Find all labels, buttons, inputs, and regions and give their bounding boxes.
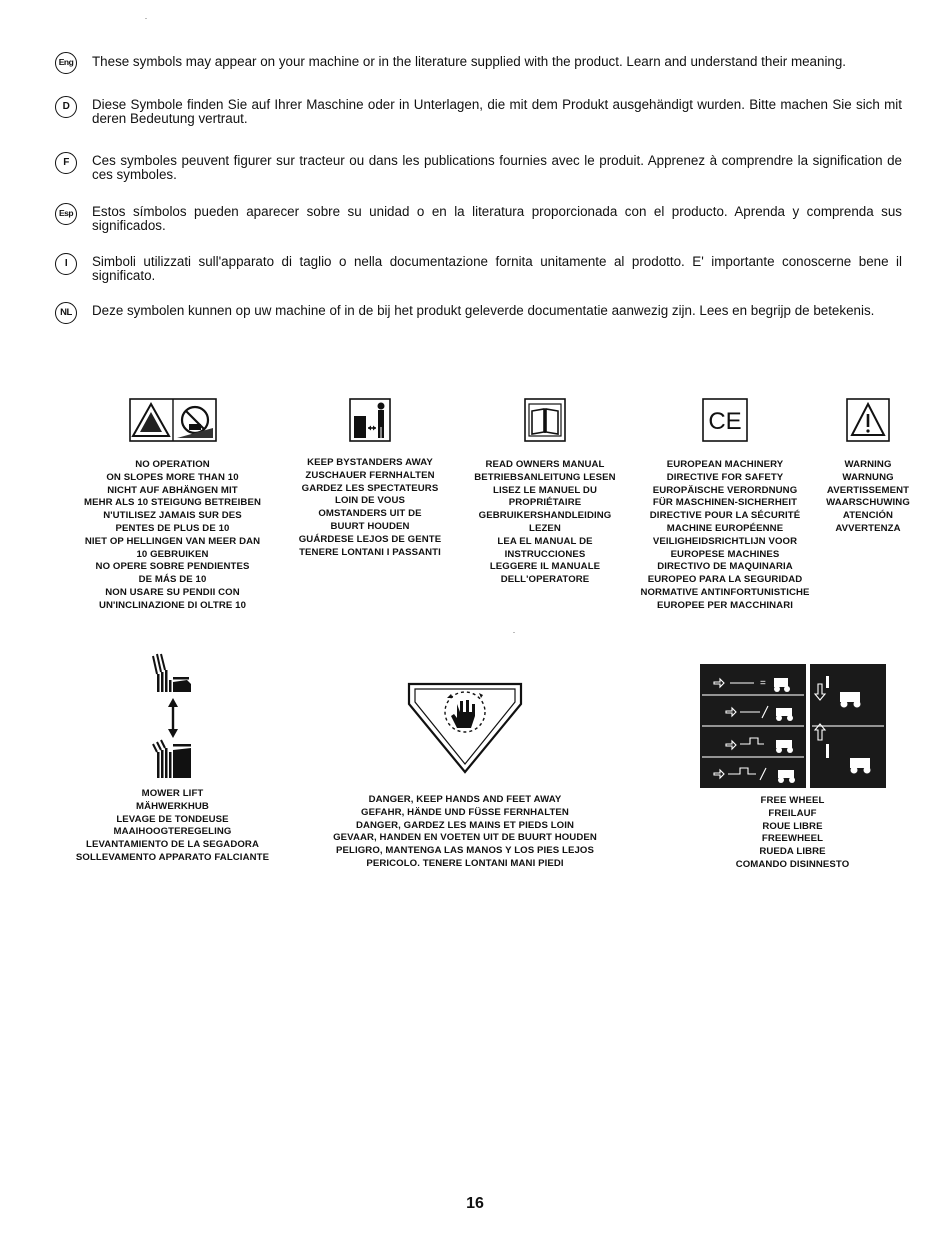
symbol-caption: WARNING WARNUNG AVERTISSEMENT WAARSCHUWING ATENCIÓN AVVERTENZA — [826, 459, 910, 534]
page-number: 16 — [466, 1195, 484, 1212]
scan-speck — [513, 632, 515, 633]
intro-es — [55, 203, 905, 235]
symbol-danger-hands — [300, 682, 630, 871]
book-icon — [455, 398, 635, 442]
intro-eng — [55, 52, 905, 78]
intro-fr — [55, 152, 905, 184]
symbol-caption: NO OPERATION ON SLOPES MORE THAN 10 NICHT AUF ABHÄNGEN MIT MEHR ALS 10 STEIGUNG BETREIBEN N'UTILISEZ JAMAIS SUR DES PENTES DE PLUS DE 10 NIET OP HELLINGEN VAN MEER DAN 10 GEBRUIKEN NO OPERE SOBRE PENDIENTES DE MÁS DE 10 NON USARE SU PENDII CON UN'INCLINAZIONE DI OLTRE 10 — [84, 459, 261, 611]
intro-text: Estos símbolos pueden aparecer sobre su unidad o en la literatura proporcionada con el producto. Aprenda y comprenda sus significados. — [92, 204, 902, 233]
language-code-badge: Eng — [55, 52, 77, 74]
symbol-free-wheel — [690, 664, 895, 872]
hand-danger-icon — [300, 682, 630, 774]
symbol-keep-bystanders — [280, 398, 460, 559]
language-code-badge: I — [55, 253, 77, 275]
intro-text: Simboli utilizzati sull'apparato di taglio o nella documentazione fornita unitamente al prodotto. E' importante conoscerne bene il significato. — [92, 254, 902, 283]
symbol-caption: READ OWNERS MANUAL BETRIEBSANLEITUNG LESEN LISEZ LE MANUEL DU PROPRIÉTAIRE GEBRUIKERSHANDLEIDING LEZEN LEA EL MANUAL DE INSTRUCCIONES LEGGERE IL MANUALE DELL'OPERATORE — [474, 459, 616, 586]
language-code-badge: NL — [55, 302, 77, 324]
intro-it — [55, 253, 905, 285]
svg-text:=: = — [759, 678, 766, 689]
symbol-mower-lift — [55, 652, 290, 865]
intro-text: Ces symboles peuvent figurer sur tracteur ou dans les publications fournies avec le produit. Apprenez à comprendre la signification de ces symboles. — [92, 153, 902, 182]
bystander-icon — [280, 398, 460, 442]
scan-speck — [145, 18, 147, 19]
symbol-caption: MOWER LIFT MÄHWERKHUB LEVAGE DE TONDEUSE MAAIHOOGTEREGELING LEVANTAMIENTO DE LA SEGADORA SOLLEVAMENTO APPARATO FALCIANTE — [75, 788, 270, 863]
symbol-caption: DANGER, KEEP HANDS AND FEET AWAY GEFAHR, HÄNDE UND FÜSSE FERNHALTEN DANGER, GARDEZ LES MAINS ET PIEDS LOIN GEVAAR, HANDEN EN VOETEN UIT DE BUURT HOUDEN PELIGRO, MANTENGA LAS MANOS Y LOS PIES LEJOS PERICOLO. TENERE LONTANI MANI PIEDI — [333, 794, 597, 869]
intro-text: Diese Symbole finden Sie auf Ihrer Maschine oder in Unterlagen, die mit dem Produkt ausgehändigt wurden. Bitte machen Sie sich mit deren Bedeutung vertraut. — [92, 97, 902, 126]
symbol-read-manual — [455, 398, 635, 587]
svg-text:CE: CE — [708, 408, 742, 435]
free-wheel-panel-icon — [690, 664, 895, 788]
mower-lift-icon — [55, 652, 290, 782]
symbol-warning — [808, 398, 928, 536]
ce-mark-icon — [620, 398, 830, 442]
intro-nl — [55, 302, 905, 334]
language-code-badge: F — [55, 152, 77, 174]
symbol-caption: FREE WHEEL FREILAUF ROUE LIBRE FREEWHEEL RUEDA LIBRE COMANDO DISINNESTO — [735, 795, 850, 870]
language-code-badge: D — [55, 96, 77, 118]
symbol-caption: EUROPEAN MACHINERY DIRECTIVE FOR SAFETY EUROPÄISCHE VERORDNUNG FÜR MASCHINEN-SICHERHEIT DIRECTIVE POUR LA SÉCURITÉ MACHINE EUROPÉENNE VEILIGHEIDSRICHTLIJN VOOR EUROPESE MACHINES DIRECTIVO DE MAQUINARIA EUROPEO PARA LA SEGURIDAD NORMATIVE ANTINFORTUNISTICHE EUROPEE PER MACCHINARI — [640, 459, 810, 611]
intro-text: These symbols may appear on your machine or in the literature supplied with the product. Learn and understand their meaning. — [92, 54, 847, 69]
intro-text: Deze symbolen kunnen op uw machine of in de bij het produkt geleverde documentatie aanwezig zijn. Lees en begrijp de betekenis. — [92, 303, 875, 318]
warning-triangle-icon — [808, 398, 928, 442]
symbol-no-operation — [60, 398, 285, 613]
intro-de — [55, 96, 905, 128]
tip-over-icon — [60, 398, 285, 442]
symbol-caption: KEEP BYSTANDERS AWAY ZUSCHAUER FERNHALTEN GARDEZ LES SPECTATEURS LOIN DE VOUS OMSTANDERS UIT DE BUURT HOUDEN GUÁRDESE LEJOS DE GENTE TENERE LONTANI I PASSANTI — [298, 457, 442, 558]
language-code-badge: Esp — [55, 203, 77, 225]
symbol-european-machinery — [620, 398, 830, 613]
